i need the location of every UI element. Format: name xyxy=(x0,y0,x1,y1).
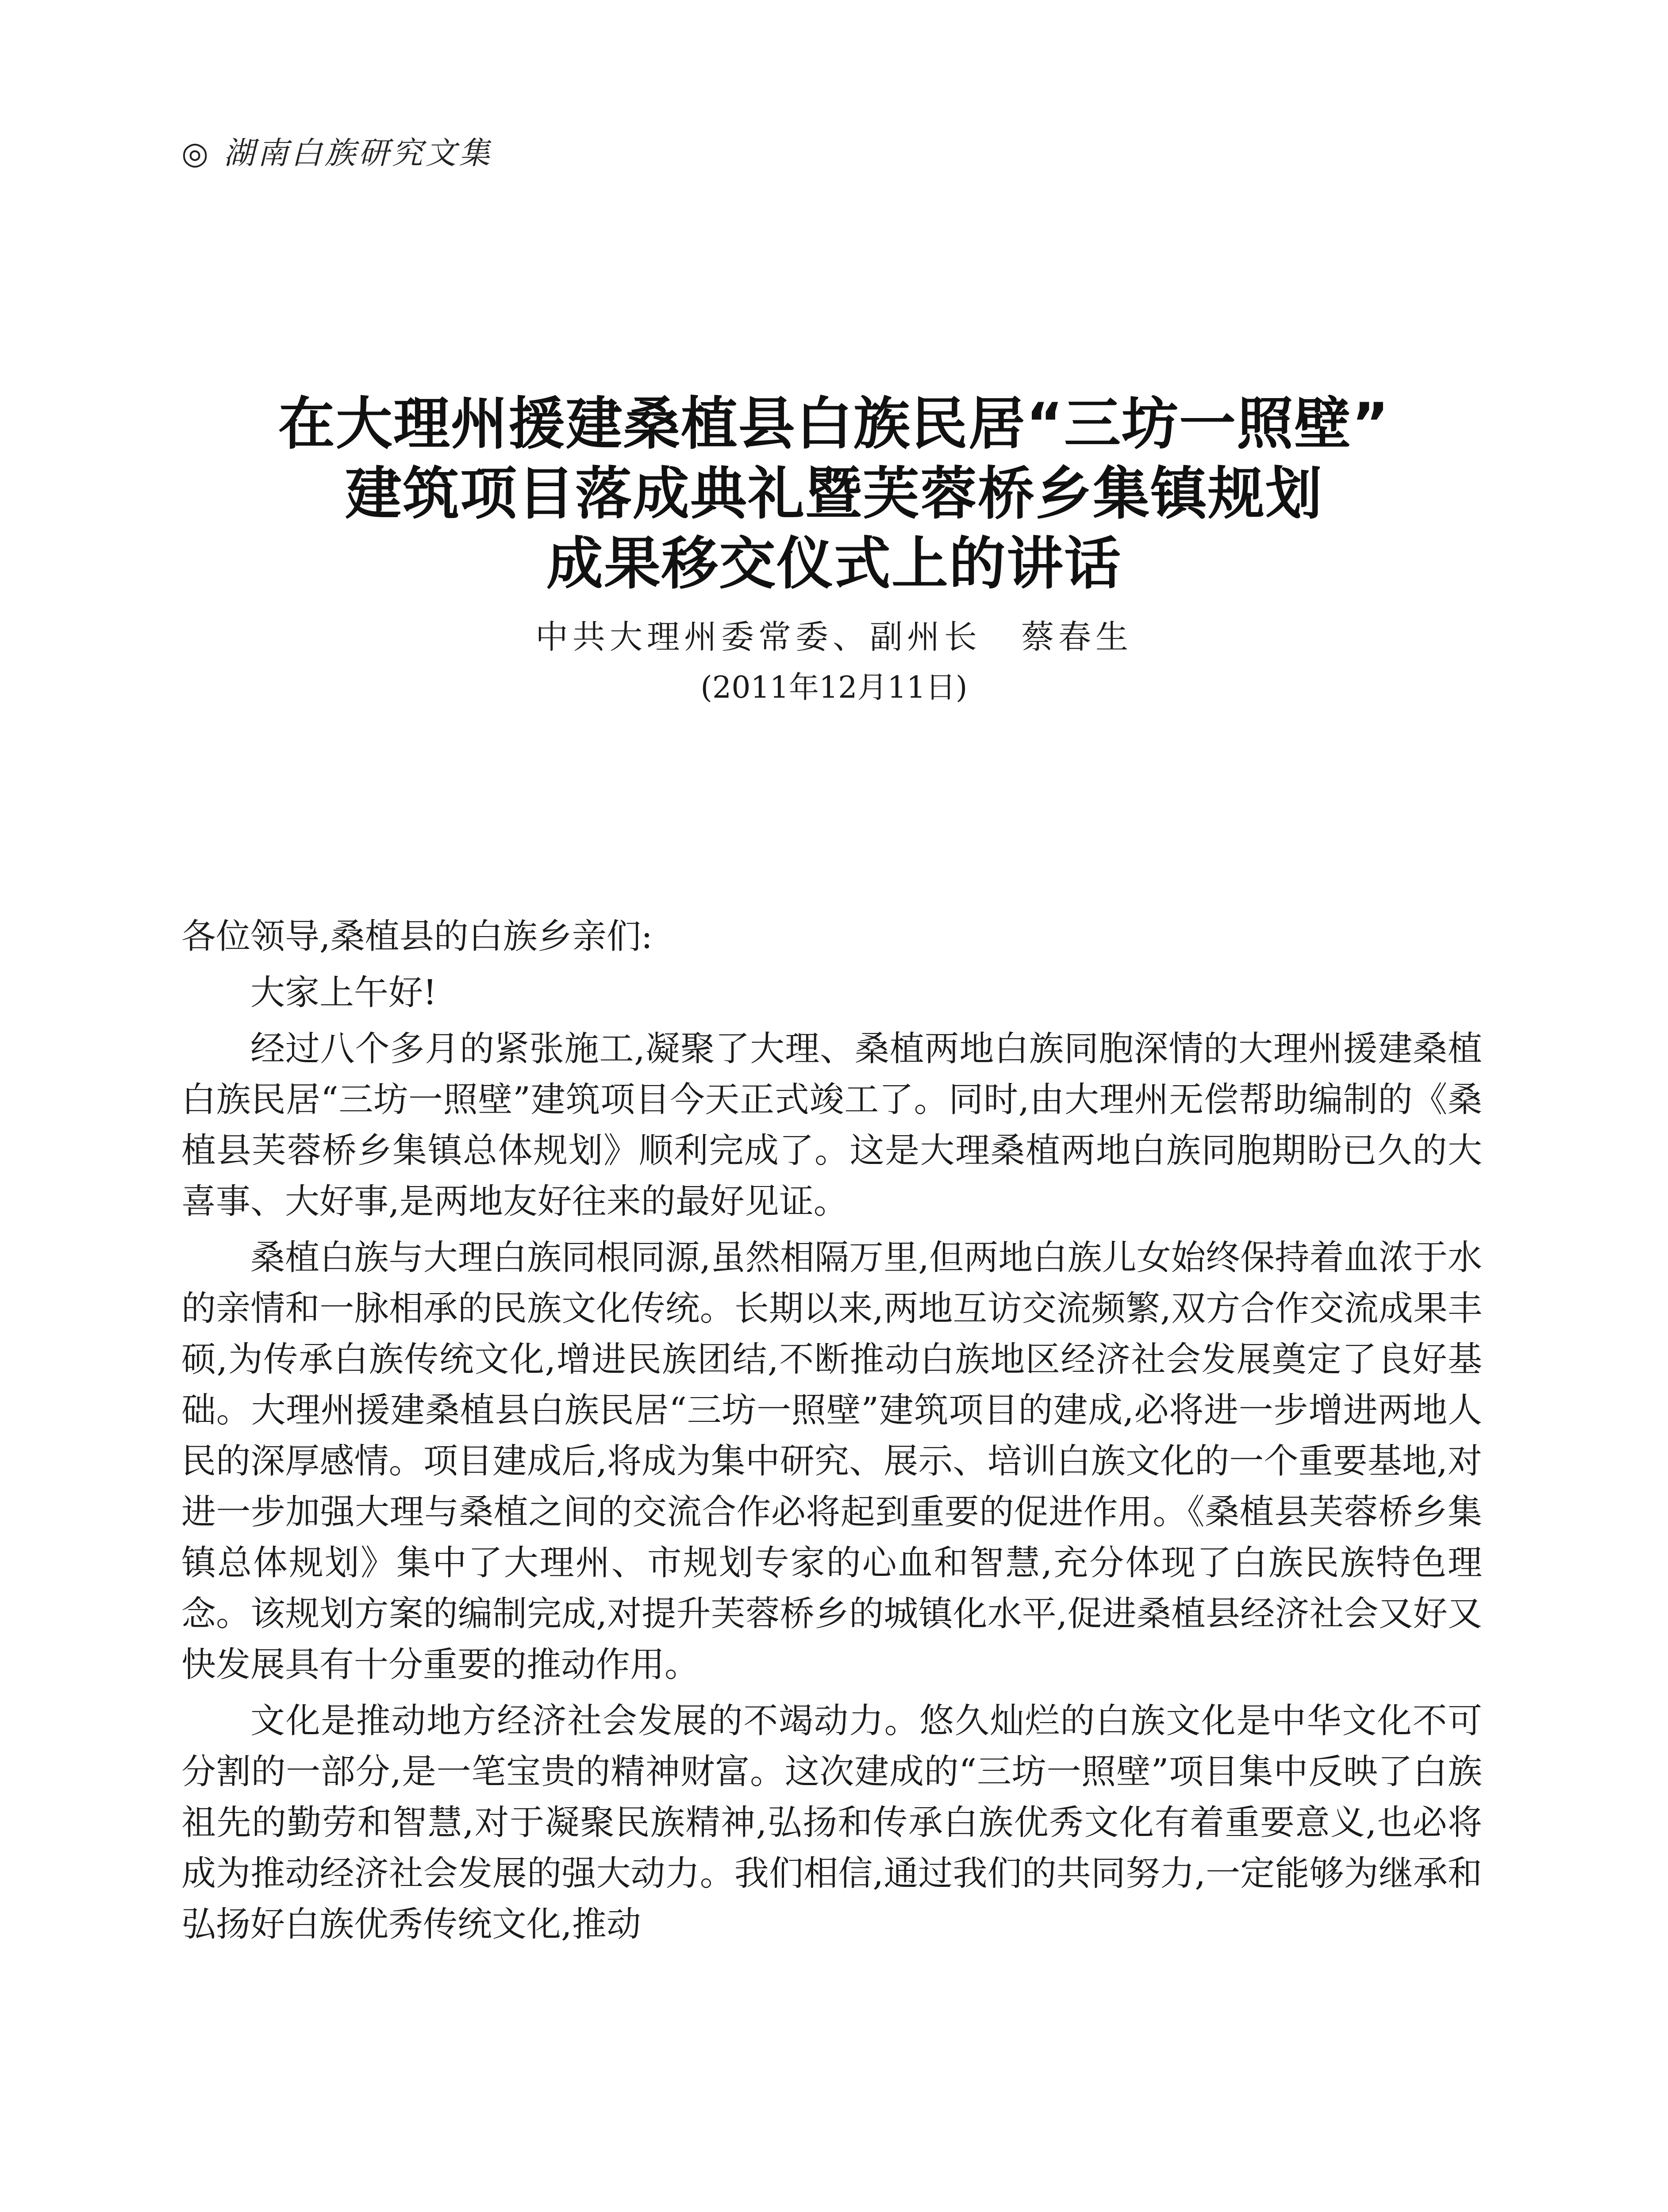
author-position: 中共大理州委常委、副州长 xyxy=(535,618,981,656)
running-header: ◎ 湖南白族研究文集 xyxy=(181,135,493,171)
body-text xyxy=(181,911,1482,1955)
title-block xyxy=(133,389,1535,712)
article-title-line: 建筑项目落成典礼暨芙蓉桥乡集镇规划 xyxy=(345,461,1323,527)
article-title-line: 成果移交仪式上的讲话 xyxy=(546,531,1122,597)
salutation: 各位领导,桑植县的白族乡亲们: xyxy=(181,917,653,956)
paragraph: 经过八个多月的紧张施工,凝聚了大理、桑植两地白族同胞深情的大理州援建桑植白族民居“三坊一照壁”建筑项目今天正式竣工了。同时,由大理州无偿帮助编制的《桑植县芙蓉桥乡集镇总体规划》顺利完成了。这是大理桑植两地白族同胞期盼已久的大喜事、大好事,是两地友好往来的最好见证。 xyxy=(181,1029,1482,1221)
paragraph: 文化是推动地方经济社会发展的不竭动力。悠久灿烂的白族文化是中华文化不可分割的一部分,是一笔宝贵的精神财富。这次建成的“三坊一照壁”项目集中反映了白族祖先的勤劳和智慧,对于凝聚民族精神,弘扬和传承白族优秀文化有着重要意义,也必将成为推动经济社会发展的强大动力。我们相信,通过我们的共同努力,一定能够为继承和弘扬好白族优秀传统文化,推动 xyxy=(181,1701,1482,1944)
author-name: 蔡春生 xyxy=(1021,618,1133,656)
article-title-line: 在大理州援建桑植县白族民居“三坊一照壁” xyxy=(278,391,1390,457)
paragraph: 桑植白族与大理白族同根同源,虽然相隔万里,但两地白族儿女始终保持着血浓于水的亲情和一脉相承的民族文化传统。长期以来,两地互访交流频繁,双方合作交流成果丰硕,为传承白族传统文化,增进民族团结,不断推动白族地区经济社会发展奠定了良好基础。大理州援建桑植县白族民居“三坊一照壁”建筑项目的建成,必将进一步增进两地人民的深厚感情。项目建成后,将成为集中研究、展示、培训白族文化的一个重要基地,对进一步加强大理与桑植之间的交流合作必将起到重要的促进作用。《桑植县芙蓉桥乡集镇总体规划》集中了大理州、市规划专家的心血和智慧,充分体现了白族民族特色理念。该规划方案的编制完成,对提升芙蓉桥乡的城镇化水平,促进桑植县经济社会又好又快发展具有十分重要的推动作用。 xyxy=(181,1238,1482,1685)
paragraph: 大家上午好! xyxy=(250,973,437,1013)
speech-date: (2011年12月11日) xyxy=(700,670,968,705)
author-line xyxy=(133,611,1535,664)
